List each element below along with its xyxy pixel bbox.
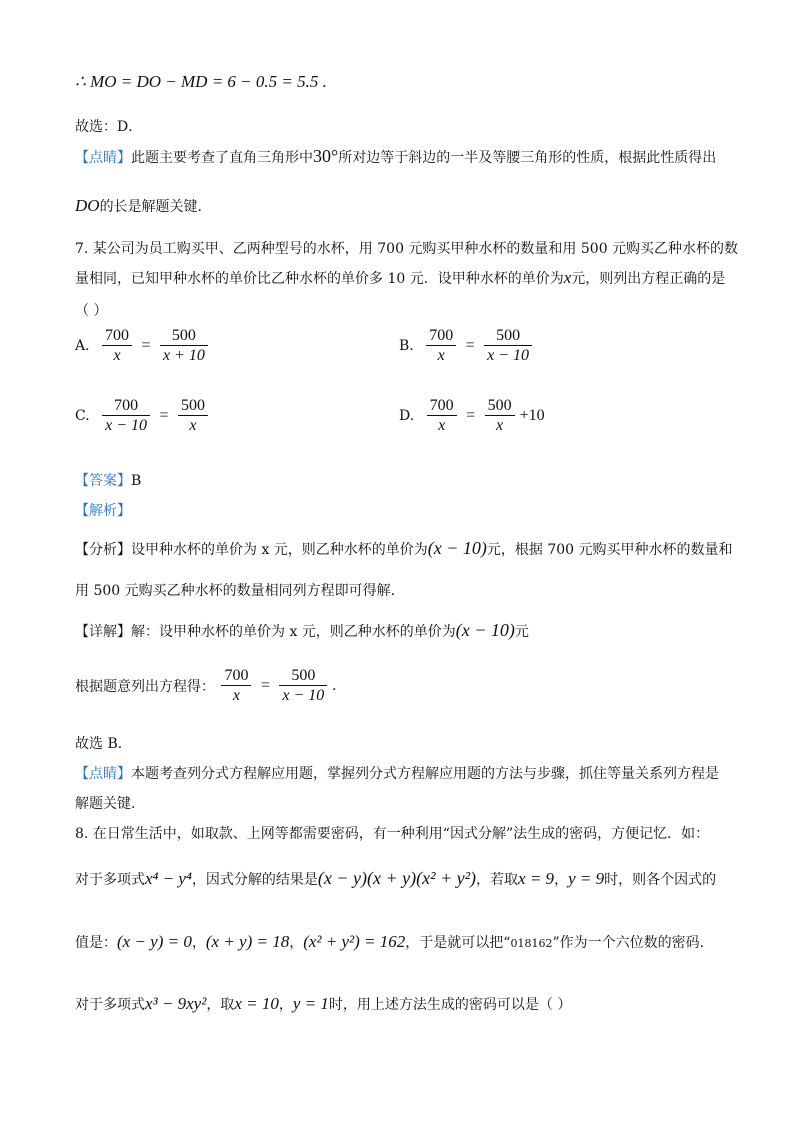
angle-30: 30° [313,146,339,166]
comment-label: 【点睛】 [75,150,131,166]
q7-stem-line2: 量相同，已知甲种水杯的单价比乙种水杯的单价多 10 元．设甲种水杯的单价为x元，则列出方程正确的是 [75,268,726,287]
equation-line: 根据题意列出方程得： $\frac{700}{x}$ = $\frac{500}{x - 10}$ . [75,667,337,704]
dianjing-line2: 解题关键. [75,796,136,812]
do-label: DO [75,196,100,215]
q8-line1: 8. 在日常生活中，如取款、上网等都需要密码，有一种利用“因式分解”法生成的密码，方便记忆．如： [75,826,710,842]
xiangjie-line: 【详解】解：设甲种水杯的单价为 x 元，则乙种水杯的单价为(x − 10)元 [75,620,529,640]
analysis-label: 【解析】 [75,503,131,519]
q7-stem-line1: 7. 某公司为员工购买甲、乙两种型号的水杯，用 700 元购买甲种水杯的数量和用 500 元购买乙种水杯的数 [75,241,739,257]
q8-line4: 对于多项式x³ − 9xy²，取x = 10，y = 1时，用上述方法生成的密码可以是（ ） [75,994,572,1013]
q8-line3: 值是：(x − y) = 0，(x + y) = 18，(x² + y²) = 162，于是就可以把“018162”作为一个六位数的密码. [75,932,705,951]
option-a[interactable]: A. $\frac{700}{x}$ = $\frac{500}{x + 10}$ [75,326,210,366]
mo-equation: ∴ MO = DO − MD = 6 − 0.5 = 5.5 . [75,72,327,91]
comment-paragraph-cont: DO的长是解题关键. [75,196,203,215]
choose-d-text: 故选：D． [75,119,143,135]
q7-stem-line3: （ ） [75,303,108,319]
option-c[interactable]: C. $\frac{700}{x - 10}$ = $\frac{500}{x}$ [75,396,210,436]
choose-b-text: 故选 B． [75,736,132,752]
option-d[interactable]: D. $\frac{700}{x}$ = $\frac{500}{x}$ +10 [399,397,545,434]
q8-line2: 对于多项式x⁴ − y⁴，因式分解的结果是(x − y)(x + y)(x² + y²)，若取x = 9，y = 9时，则各个因式的 [75,868,717,888]
answer-label: 【答案】 [75,473,131,489]
answer-line [75,470,141,490]
fenxi-line1: 【分析】设甲种水杯的单价为 x 元，则乙种水杯的单价为(x − 10)元，根据 700 元购买甲种水杯的数量和 [75,538,733,558]
answer-value: B [131,473,142,489]
option-b[interactable]: B. $\frac{700}{x}$ = $\frac{500}{x - 10}$ [399,326,534,366]
comment-paragraph: 【点睛】此题主要考查了直角三角形中30°所对边等于斜边的一半及等腰三角形的性质，根据此性质得出 [75,146,717,166]
dianjing-line1: 【点睛】本题考查列分式方程解应用题，掌握列分式方程解应用题的方法与步骤，抓住等量关系列方程是 [75,766,719,782]
fenxi-line2: 用 500 元购买乙种水杯的数量相同列方程即可得解. [75,583,396,599]
